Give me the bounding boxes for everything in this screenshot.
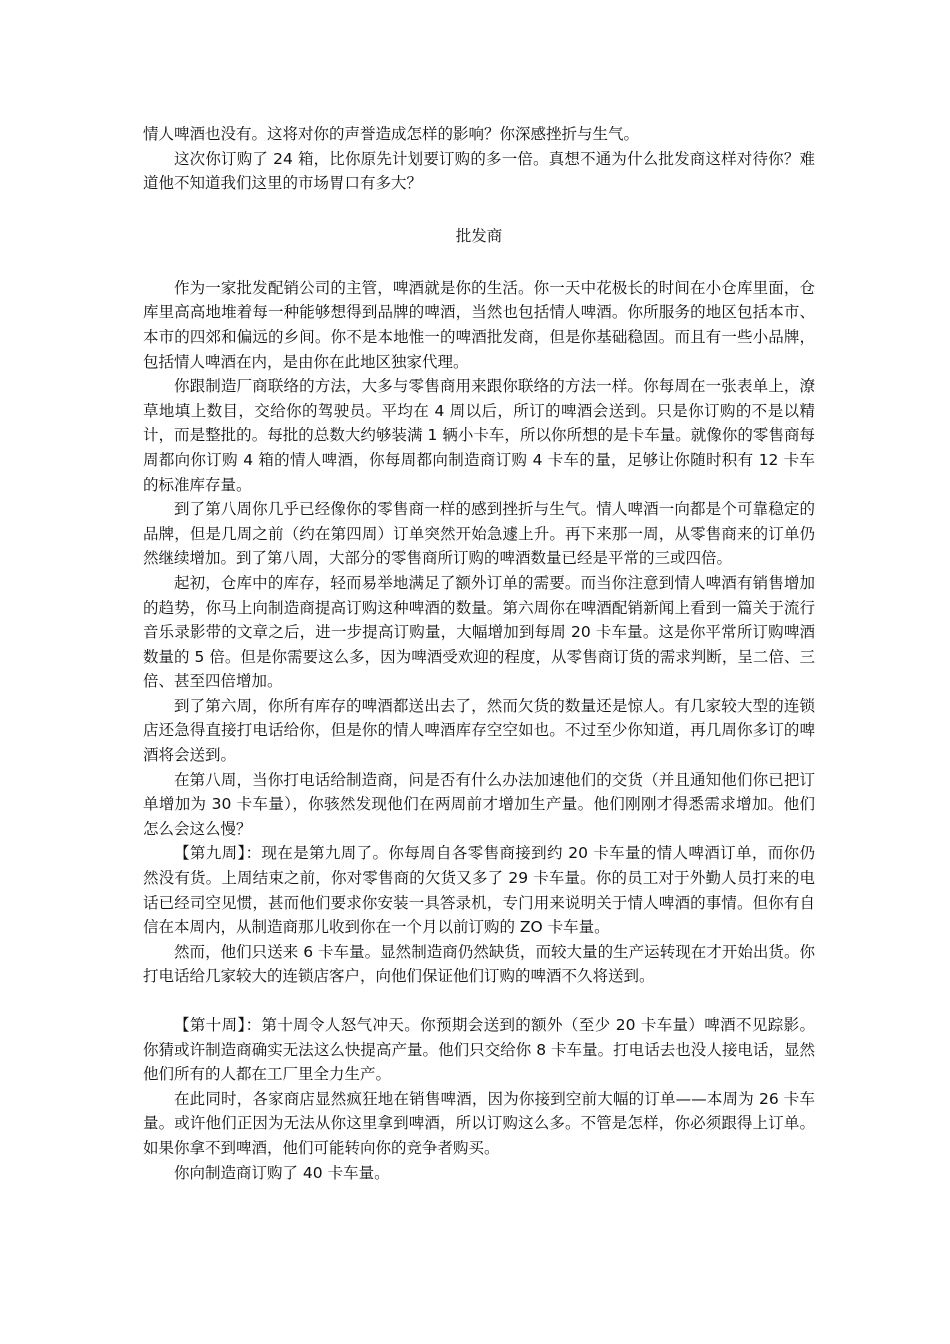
paragraph: 然而，他们只送来 6 卡车量。显然制造商仍然缺货，而较大量的生产运转现在才开始出货。你打电话给几家较大的连锁店客户，向他们保证他们订购的啤酒不久将送到。 <box>143 942 815 986</box>
paragraph-gap <box>143 989 815 1013</box>
paragraph: 起初，仓库中的库存，轻而易举地满足了额外订单的需要。而当你注意到情人啤酒有销售增加的趋势，你马上向制造商提高订购这种啤酒的数量。第六周你在啤酒配销新闻上看到一篇关于流行音乐录影带的文章之后，进一步提高订购量，大幅增加到每周 20 卡车量。这是你平常所订购啤酒数量的 5 倍。但是你需要这么多，因为啤酒受欢迎的程度，从零售商订货的需求判断，呈二倍、三倍、甚至四倍增加。 <box>143 573 815 691</box>
paragraph: 这次你订购了 24 箱，比你原先计划要订购的多一倍。真想不通为什么批发商这样对待你？难道他不知道我们这里的市场胃口有多大？ <box>143 149 815 193</box>
paragraph: 【第九周】：现在是第九周了。你每周自各零售商接到约 20 卡车量的情人啤酒订单，而你仍然没有货。上周结束之前，你对零售商的欠货又多了 29 卡车量。你的员工对于外勤人员打来的电话已经司空见惯，甚而他们要求你安装一具答录机，专门用来说明关于情人啤酒的事情。但你有自信在本周内，从制造商那儿收到你在一个月以前订购的 ZO 卡车量。 <box>143 844 815 937</box>
paragraph: 到了第八周你几乎已经像你的零售商一样的感到挫折与生气。情人啤酒一向都是个可靠稳定的品牌，但是几周之前（约在第四周）订单突然开始急遽上升。再下来那一周，从零售商来的订单仍然继续增加。到了第八周，大部分的零售商所订购的啤酒数量已经是平常的三或四倍。 <box>143 500 815 568</box>
section-heading: 批发商 <box>455 226 503 245</box>
paragraph: 在第八周，当你打电话给制造商，问是否有什么办法加速他们的交货（并且通知他们你已把订单增加为 30 卡车量），你骇然发现他们在两周前才增加生产量。他们刚刚才得悉需求增加。他们怎么会这么慢？ <box>143 770 815 838</box>
paragraph: 在此同时，各家商店显然疯狂地在销售啤酒，因为你接到空前大幅的订单——本周为 26 卡车量。或许他们正因为无法从你这里拿到啤酒，所以订购这么多。不管是怎样，你必须跟得上订单。如果你拿不到啤酒，他们可能转向你的竞争者购买。 <box>143 1089 815 1157</box>
document-page <box>143 122 815 1185</box>
paragraph: 作为一家批发配销公司的主管，啤酒就是你的生活。你一天中花极长的时间在小仓库里面，仓库里高高地堆着每一种能够想得到品牌的啤酒，当然也包括情人啤酒。你所服务的地区包括本市、本市的四郊和偏远的乡间。你不是本地惟一的啤酒批发商，但是你基础稳固。而且有一些小品牌，包括情人啤酒在内，是由你在此地区独家代理。 <box>143 278 815 371</box>
paragraph: 情人啤酒也没有。这将对你的声誉造成怎样的影响？你深感挫折与生气。 <box>143 125 640 143</box>
paragraph: 到了第六周，你所有库存的啤酒都送出去了，然而欠货的数量还是惊人。有几家较大型的连锁店还急得直接打电话给你，但是你的情人啤酒库存空空如也。不过至少你知道，再几周你多订的啤酒将会送到。 <box>143 696 815 765</box>
paragraph: 你跟制造厂商联络的方法，大多与零售商用来跟你联络的方法一样。你每周在一张表单上，潦草地填上数目，交给你的驾驶员。平均在 4 周以后，所订的啤酒会送到。只是你订购的不是以精计，而是整批的。每批的总数大约够装满 1 辆小卡车，所以你所想的是卡车量。就像你的零售商每周都向你订购 4 箱的情人啤酒，你每周都向制造商订购 4 卡车的量，足够让你随时积有 12 卡车的标准库存量。 <box>143 377 815 494</box>
paragraph: 【第十周】：第十周令人怒气冲天。你预期会送到的额外（至少 20 卡车量）啤酒不见踪影。你猜或许制造商确实无法这么快提高产量。他们只交给你 8 卡车量。打电话去也没人接电话，显然他们所有的人都在工厂里全力生产。 <box>143 1016 815 1084</box>
paragraph: 你向制造商订购了 40 卡车量。 <box>174 1163 390 1182</box>
